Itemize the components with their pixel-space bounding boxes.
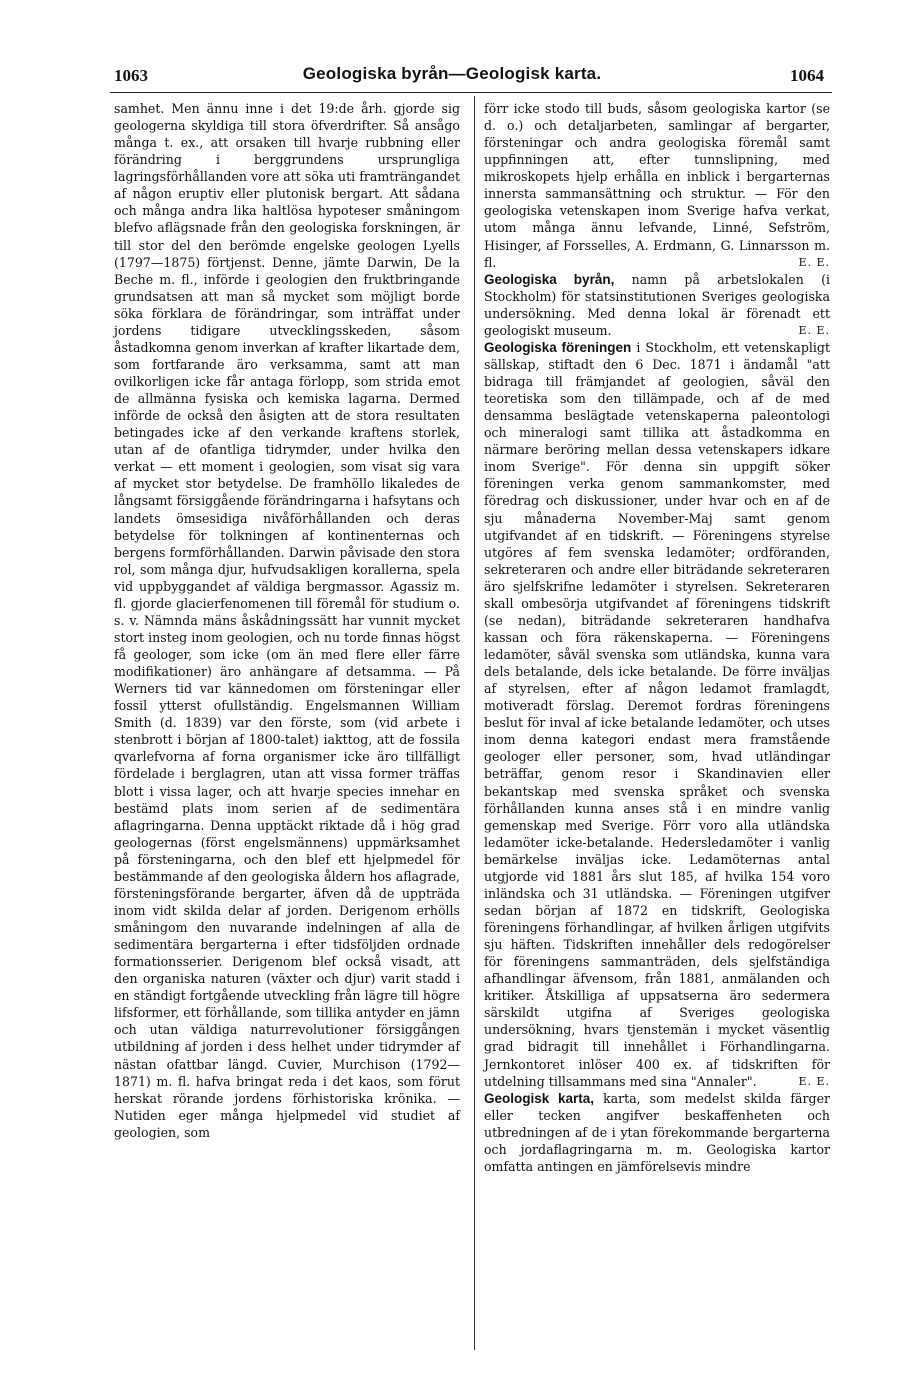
entry-geologisk-karta <box>484 1090 830 1175</box>
author-signature: E. E. <box>798 1074 830 1088</box>
continued-article <box>484 100 830 271</box>
header-rule <box>110 92 832 93</box>
entry-headword: Geologiska föreningen <box>484 339 632 355</box>
column-divider <box>474 96 475 1350</box>
right-column <box>484 100 830 1175</box>
continued-article-text: förr icke stodo till buds, såsom geologiska kartor (se d. o.) och detaljarbeten, samlingar af bergarter, försteningar och andra geologiska föremål samt uppfinningen att, efter tunnslipning, med mikroskopets hjelp erhålla en inblick i bergarternas innersta sammansättning och struktur. — För den geologiska vetenskapen inom Sverige hafva verkat, utom många ännu lefvande, Linné, Sefström, Hisinger, af Forsselles, A. Erdmann, G. Linnarsson m. fl. <box>484 101 830 270</box>
entry-text: i Stockholm, ett vetenskapligt sällskap, stiftadt den 6 Dec. 1871 i ändamål "att bidraga till främjandet af geologien, såväl den teoretiska som den tillämpade, och af de med densamma beslägtade vetenskaperna paleontologi och mineralogi samt tillika att åstadkomma en närmare beröring mellan dessa vetenskapers idkare inom Sverige". För denna sin uppgift söker föreningen verka genom sammankomster, med föredrag och diskussioner, under hvar och en af de sju månaderna November-Maj samt genom utgifvandet af en tidskrift. — Föreningens styrelse utgöres af fem svenska ledamöter; ordföranden, sekreteraren och andre eller biträdande sekreteraren äro sjelfskrifne ledamöter i styrelsen. Sekreteraren skall ombesörja utgifvandet af föreningens tidskrift (se nedan), biträdande sekreteraren handhafva kassan och föra räkenskaperna. — Föreningens ledamöter, såväl svenska som utländska, kunna vara dels betalande, dels icke betalande. De förre inväljas af styrelsen, efter af någon ledamot framlagdt, motiveradt förslag. Deremot fordras föreningens beslut för inval af icke betalande ledamöter, och utses inom denna kategori endast mera framstående geologer eller personer, som, hvad utländingar beträffar, genom resor i Skandinavien eller bekantskap med svenska språket och svenska förhållanden kunna anses stå i en mindre vanlig gemenskap med Sverige. Förr voro alla utländska ledamöter icke-betalande. Hedersledamöter i vanlig bemärkelse inväljas icke. Ledamöternas antal utgjorde vid 1881 års slut 185, af hvilka 154 voro inländska och 31 utländska. — Föreningen utgifver sedan början af 1872 en tidskrift, Geologiska föreningens förhandlingar, af hvilken årligen utgifvits sju häften. Tidskriften innehåller dels redogörelser för föreningens sammanträden, dels sjelfständiga afhandlingar äfvensom, från 1881, anmälanden och kritiker. Åtskilliga af uppsatserna äro sedermera särskildt utgifna af Sveriges geologiska undersökning, hvars tjenstemän i mycket väsentlig grad bidragit till innehållet i Förhandlingarna. Jernkontoret inlöser 400 ex. af tidskriften för utdelning tillsammans med sina "Annaler". <box>484 339 830 1089</box>
entry-headword: Geologiska byrån, <box>484 271 615 287</box>
entry-text: karta, som medelst skilda färger eller tecken angifver beskaffenheten och utbredningen af de i ytan förekommande bergarterna och jordaflagringarna m. m. Geologiska kartor omfatta antingen en jämförelsevis mindre <box>484 1090 830 1174</box>
entry-text: namn på arbetslokalen (i Stockholm) för statsinstitutionen Sveriges geologiska undersökning. Med denna lokal är förenadt ett geologiskt museum. <box>484 271 830 338</box>
page-number-right: 1064 <box>790 66 824 85</box>
author-signature: E. E. <box>798 255 830 269</box>
page-number-left: 1063 <box>114 66 148 85</box>
entry-headword: Geologisk karta, <box>484 1090 595 1106</box>
running-head-title: Geologiska byrån—Geologisk karta. <box>302 64 602 83</box>
author-signature: E. E. <box>798 323 830 337</box>
entry-geologiska-foreningen <box>484 339 830 1090</box>
left-column <box>114 100 460 1141</box>
entry-geologiska-byran <box>484 271 830 339</box>
left-column-text: samhet. Men ännu inne i det 19:de årh. gjorde sig geologerna skyldiga till stora öfverdrifter. Så ansågo många t. ex., att orsaken till hvarje rubbning eller förändring i berggrundens ursprungliga lagringsförhållanden vore att söka uti framträngandet af någon eruptiv eller plutonisk bergart. Att sådana och många andra lika haltlösa hypoteser småningom blefvo aflägsnade från den geologiska forskningen, är till stor del den berömde engelske geologen Lyells (1797—1875) förtjenst. Denne, jämte Darwin, De la Beche m. fl., införde i geologien den fruktbringande grundsatsen att man så mycket som möjligt borde söka förklara de förändringar, som inträffat under jordens tidigare utvecklingsskeden, såsom åstadkomna genom inverkan af krafter likartade dem, som fortfarande äro verksamma, samt att man ovilkorligen icke får antaga förlopp, som strida emot de allmänna fysiska och kemiska lagarna. Dermed införde de också den åsigten att de stora resultaten betingades icke af den verkande kraftens storlek, utan af de ofantliga tidrymder, under hvilka den verkat — ett moment i geologien, som visat sig vara af mycket stor betydelse. De framhöllo likaledes de långsamt försiggående förändringarna i hafsytans och landets ömsesidiga nivåförhållanden och deras betydelse för tolkningen af kontinenternas och bergens formförhållanden. Darwin påvisade den stora rol, som många djur, hufvudsakligen korallerna, spela vid uppbyggandet af väldiga bergmassor. Agassiz m. fl. gjorde glacierfenomenen till föremål för studium o. s. v. Nämnda mäns åskådningssätt har vunnit mycket stort insteg inom geologien, och nu torde finnas högst få geologer, som icke (om än med flere eller färre modifikationer) äro anhängare af detsamma. — På Werners tid var kännedomen om försteningar eller fossil ytterst ofullständig. Engelsmannen William Smith (d. 1839) var den förste, som (vid arbete i stenbrott i början af 1800-talet) iakttog, att de fossila qvarlefvorna af forna organismer icke äro tillfälligt fördelade i berglagren, utan att vissa former träffas blott i vissa lager, och att hvarje species innehar en bestämd plats inom serien af de sedimentära aflagringarna. Denna upptäckt riktade då i hög grad geologernas (först engelsmännens) uppmärksamhet på försteningarna, och den blef ett hjelpmedel för bestämmande af den geologiska åldern hos aflagrade, försteningsförande bergarter, äfven då de uppträda inom vidt skilda delar af jorden. Derigenom erhölls småningom den nuvarande indelningen af alla de sedimentära bergarterna i efter tidsföljden ordnade formationsserier. Derigenom blef också visadt, att den organiska naturen (växter och djur) varit stadd i en ständigt fortgående utveckling från lägre till högre lifsformer, ett förhållande, som tillika antyder en jämn och utan väldiga naturrevolutioner försiggången utbildning af jorden i dess helhet under tidrymder af nästan ofattbar längd. Cuvier, Murchison (1792—1871) m. fl. hafva bringat reda i det kaos, som förut herskat rörande jordens förhistoriska krönika. — Nutiden eger många hjelpmedel vid studiet af geologien, som <box>114 101 460 1140</box>
